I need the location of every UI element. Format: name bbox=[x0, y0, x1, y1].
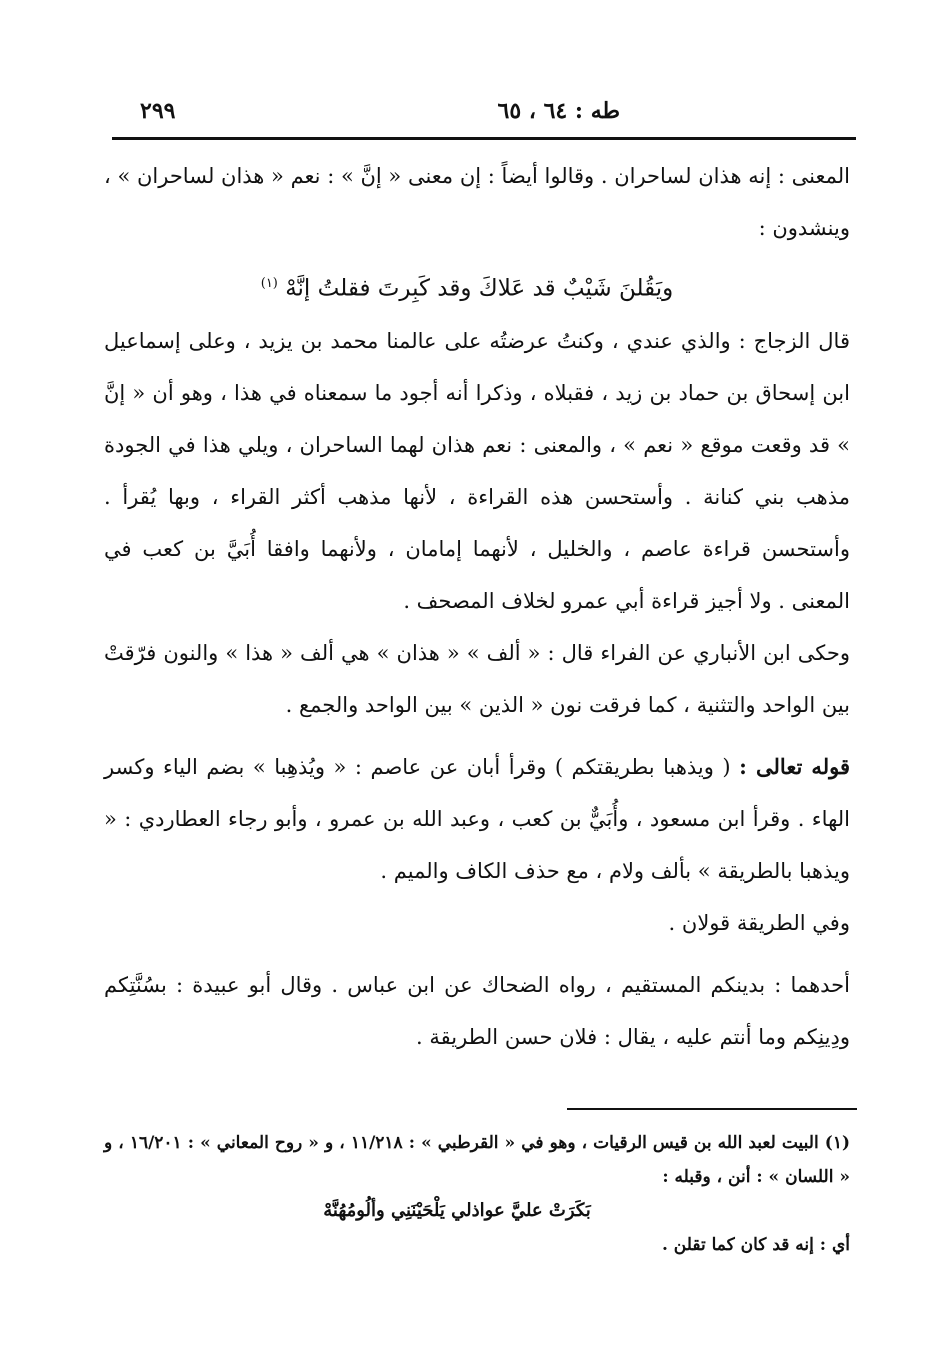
page-number: ٢٩٩ bbox=[140, 98, 176, 124]
running-head: طه : ٦٤ ، ٦٥ bbox=[497, 98, 620, 124]
footnote-verse: بَكَرَتْ عليَّ عواذلي يَلْحَيْنَنِي وألُومُهُنَّهْ bbox=[323, 1200, 591, 1221]
footnote-marker: (١) bbox=[260, 276, 278, 291]
paragraph-4-text: ( ويذهبا بطريقتكم ) وقرأ أبان عن عاصم : « ويُذهِبا » بضم الياء وكسر الهاء . وقرأ ابن مسعود ، وأُبَيٌّ بن كعب ، وعبد الله بن عمرو ، وأبو رجاء العطاردي : « ويذهبا بالطريقة » بألف ولام ، مع حذف الكاف والميم . bbox=[104, 754, 850, 883]
paragraph-gap bbox=[104, 949, 850, 959]
verse-reference-lead: قوله تعالى : bbox=[739, 753, 850, 779]
verse-line bbox=[104, 254, 850, 315]
paragraph-5: وفي الطريقة قولان . bbox=[668, 910, 850, 935]
main-text bbox=[104, 150, 850, 1063]
header-rule bbox=[112, 137, 856, 140]
paragraph-4 bbox=[104, 741, 850, 897]
footnotes bbox=[104, 1126, 850, 1262]
paragraph-gap bbox=[104, 731, 850, 741]
paragraph-2: قال الزجاج : والذي عندي ، وكنتُ عرضتُه على عالمنا محمد بن يزيد ، وعلى إسماعيل ابن إسحاق بن حماد بن زيد ، فقبلاه ، وذكرا أنه أجود ما سمعناه في هذا ، وهو أن « إنَّ » قد وقعت موقع « نعم » ، والمعنى : نعم هذان لهما الساحران ، ويلي هذا في الجودة مذهب بني كنانة . وأستحسن هذه القراءة ، لأنها مذهب أكثر القراء ، وبها يُقرأ . وأستحسن قراءة عاصم ، والخليل ، لأنهما إمامان ، ولأنهما وافقا أُبَيَّ بن كعب في المعنى . ولا أجيز قراءة أبي عمرو لخلاف المصحف . bbox=[104, 328, 850, 613]
footnote-explanation: أي : إنه قد كان كما تقلن . bbox=[661, 1235, 850, 1255]
paragraph-3: وحكى ابن الأنباري عن الفراء قال : « ألف » « هذان » هي ألف « هذا » والنون فرّقتْ بين الواحد والتثنية ، كما فرقت نون « الذين » بين الواحد والجمع . bbox=[104, 640, 850, 717]
page-header bbox=[130, 92, 850, 132]
footnote-rule bbox=[567, 1108, 857, 1110]
verse-text: ويَقُلنَ شَيْبٌ قد عَلاكَ وقد كَبِرتَ فقلتُ إنَّهْ bbox=[285, 275, 674, 302]
footnote-1: (١) البيت لعبد الله بن قيس الرقيات ، وهو في « القرطبي » : ١١/٢١٨ ، و « روح المعاني » : ١٦/٢٠١ ، و « اللسان » : أنن ، وقبله : bbox=[104, 1133, 850, 1187]
paragraph-6: أحدهما : بدينكم المستقيم ، رواه الضحاك عن ابن عباس . وقال أبو عبيدة : بسُنَّتِكم ودِينِكم وما أنتم عليه ، يقال : فلان حسن الطريقة . bbox=[104, 972, 850, 1049]
paragraph-1: المعنى : إنه هذان لساحران . وقالوا أيضاً : إن معنى « إنَّ » : نعم « هذان لساحران » ، وينشدون : bbox=[104, 164, 850, 240]
